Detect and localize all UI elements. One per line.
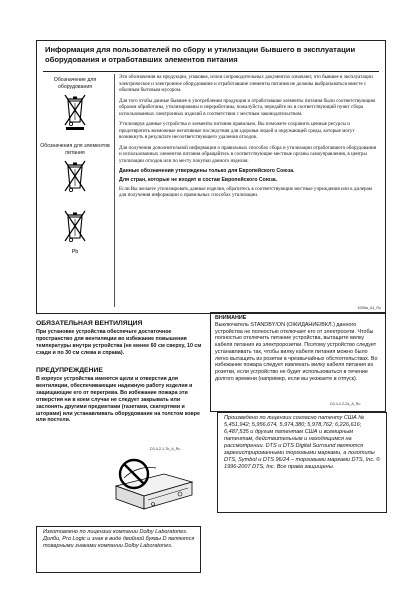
caution-box <box>210 312 386 412</box>
weee-paragraph: Эти обозначения на продукции, упаковке, и/или сопроводительных документах означают, что бывшее в эксплуатации электрическое и электронное оборудование и отработавшие элементы питания не должны выбрасываться вместе с обычным бытовым мусором. <box>119 74 373 94</box>
title-divider <box>43 71 379 72</box>
non-eu-title: Для стран, которые не входят в состав Европейского Союза. <box>119 177 278 184</box>
weee-paragraph: Для того чтобы данные бывшее в употреблении продукция и отработавшие элементы питания были соответствующим образом обработаны, утилизированы и переработаны, пожалуйста, передайте их в соответствующий пункт сбора использованных электронных изделий в соответствии с местным законодательством. <box>119 97 376 117</box>
crossed-bin-pb-icon <box>63 208 87 248</box>
crossed-bin-battery-icon <box>63 158 87 198</box>
dolby-license-text: Изготовлено по лицензии компании Dolby Laboratories. Долби, Pro Logic и знак в виде двойной буквы D являются товарными знаками компании Dolby Laboratories. <box>43 529 195 550</box>
weee-paragraph: Утилизируя данные устройства и элементы питания правильно, Вы поможете сохранить ценные ресурсы и предотвратить возможные негативные последствия для здоровья людей и окружающей среды, которые могут возникнуть в результате несоответствующего удаления отходов. <box>119 121 355 141</box>
dts-license-text: Произведено по лицензии согласно патенту США № 5,451,942; 5,956,674, 5,974,380; 5,978,762; 6,226,616; 6,487,535 и другим патентам США и всемирным патентам, действительным и находящимся на рассмотрении. DTS и DTS Digital Surround являются зарегистрированными торговыми марками, а логотипы DTS, Symbol и DTS 96/24 – торговыми марками DTS, Inc. © 1996-2007 DTS, Inc. Все права защищены. <box>224 415 381 471</box>
receiver-no-cover-illustration <box>104 454 200 512</box>
column-divider <box>114 74 115 307</box>
battery-symbol-label: Обозначения для элементов питания <box>40 143 110 156</box>
weee-title: Информация для пользователей по сбору и утилизации бывшего в эксплуатации оборудования и отработавших элементов питания <box>45 45 356 64</box>
eu-note: Данные обозначения утверждены только для Европейского Союза. <box>119 167 295 174</box>
pb-label: Pb <box>71 249 79 255</box>
crossed-bin-equipment-icon <box>63 92 87 132</box>
caution-text-block <box>215 315 381 383</box>
warning-title: ПРЕДУПРЕЖДЕНИЕ <box>36 367 103 374</box>
weee-info-box <box>36 40 386 314</box>
caution-title: ВНИМАНИЕ <box>215 315 247 321</box>
warning-text: В корпусе устройства имеются щели и отверстия для вентиляции, обеспечивающие надежную работу изделия и защищающие его от перегрева. Во избежание пожара эти отверстия ни в коем случае не следует закрывать или заслонять другими предметами (газетами, скатертями и шторами) или устанавливать оборудование на толстом ковре или постели. <box>36 376 200 424</box>
weee-text <box>119 74 379 199</box>
weee-paragraph: Для получения дополнительной информации о правильных способах сбора и утилизации отработавшего оборудования и использованных элементов питания обращайтесь в соответствующие местные органы самоуправления, в центры утилизации отходов или по месту покупки данного изделия. <box>119 144 377 165</box>
equipment-symbol-label: Обозначение для оборудования <box>53 77 97 90</box>
ventilation-text: При установке устройства обеспечьте достаточное пространство для вентиляции во избежание повышения температуры внутри устройства (не менее 60 см сверху, 10 см сзади и по 30 см слева и справа). <box>36 329 202 356</box>
weee-code: K058a_A1_Ru <box>357 306 381 310</box>
dts-license-box <box>217 412 387 513</box>
ventilation-title: ОБЯЗАТЕЛЬНАЯ ВЕНТИЛЯЦИЯ <box>36 320 143 327</box>
non-eu-text: Если Вы желаете утилизировать данные изделия, обратитесь в соответствующие местные учреждения или к дилерам для получения информации о правильных способах утилизации. <box>119 185 372 199</box>
caution-code: D3-4-2-2-2a_A_Ru <box>330 402 361 406</box>
warning-code: D3-4-2-1-7b_A_Ru <box>150 447 181 451</box>
caution-text: Выключатель STANDBY/ON (ОЖИДАНИЕ/ВКЛ.) данного устройства не полностью отключает его от электросети. Чтобы полностью отключить питание устройства, вытащите вилку кабеля питания из электророзетки. Поэтому устройство следует устанавливать так, чтобы вилку кабеля питания можно было легко вытащить из розетки в чрезвычайных обстоятельствах. Во избежание пожара следует извлекать вилку кабеля питания из розетки, если устройство не будет использоваться в течение долгого времени (например, если вы уезжаете в отпуск). <box>215 321 378 382</box>
dolby-license-box <box>36 526 201 573</box>
